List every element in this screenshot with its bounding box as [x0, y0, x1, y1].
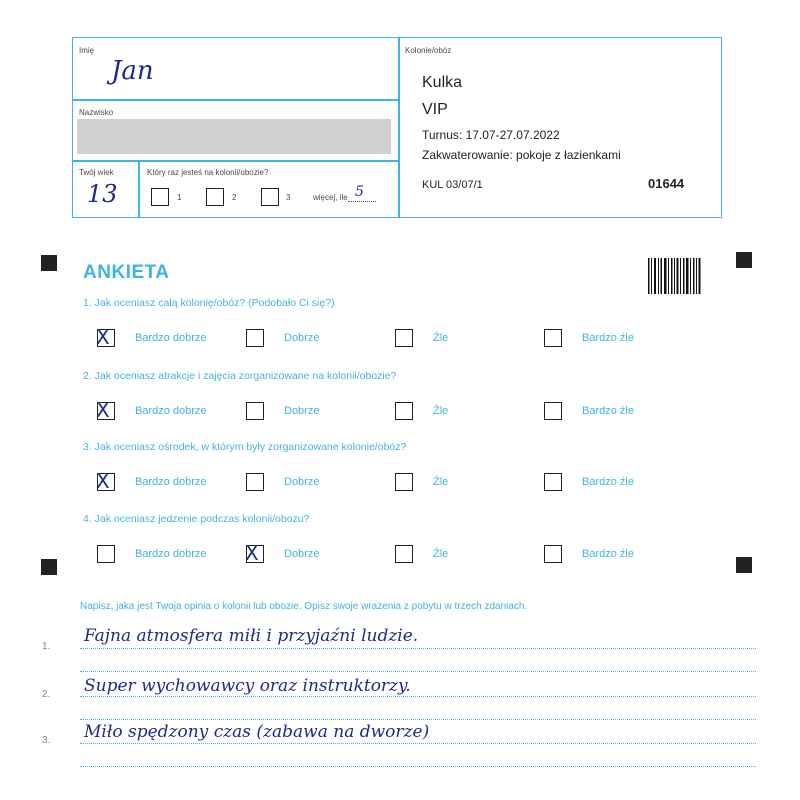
ktory-raz-label: Który raz jesteś na kolonii/obozie? — [147, 168, 269, 177]
check-mark: X — [96, 398, 110, 422]
answer-checkbox[interactable] — [96, 325, 115, 349]
opinion-number-2: 2. — [42, 689, 51, 700]
opinion-line-1[interactable]: Fajna atmosfera miłi i przyjaźni ludzie. — [84, 626, 419, 646]
answer-checkbox[interactable] — [96, 398, 115, 422]
opinion-line-3[interactable]: Miło spędzony czas (zabawa na dworze) — [84, 722, 430, 742]
kolonia-type: VIP — [422, 101, 448, 118]
answer-checkbox[interactable] — [544, 329, 562, 347]
answer-label: Źle — [433, 405, 449, 417]
wiecej-label: więcej, ile — [313, 193, 348, 202]
zakwaterowanie: Zakwaterowanie: pokoje z łazienkami — [422, 148, 621, 162]
answer-checkbox[interactable] — [395, 545, 413, 563]
answer-label: Dobrze — [284, 332, 320, 344]
answer-checkbox[interactable] — [544, 545, 562, 563]
ktory-raz-checkbox-2[interactable] — [206, 188, 224, 206]
kolonia-name: Kulka — [422, 74, 463, 91]
check-mark: X — [96, 469, 110, 493]
nazwisko-redacted — [77, 119, 391, 154]
registration-mark — [736, 252, 752, 268]
opinion-dotline — [80, 648, 756, 649]
opinion-dotline — [80, 696, 756, 697]
ktory-raz-checkbox-1[interactable] — [151, 188, 169, 206]
answer-label: Bardzo źle — [582, 548, 634, 560]
kolonia-code: KUL 03/07/1 — [422, 179, 483, 191]
answer-label: Bardzo źle — [582, 476, 634, 488]
answer-checkbox[interactable] — [246, 402, 264, 420]
ktory-raz-option-1: 1 — [177, 193, 182, 202]
header-divider — [73, 99, 398, 101]
answer-label: Bardzo źle — [582, 332, 634, 344]
answer-label: Źle — [433, 548, 449, 560]
header-divider — [138, 160, 140, 217]
answer-checkbox[interactable] — [246, 473, 264, 491]
ktory-raz-option-3: 3 — [286, 193, 291, 202]
registration-mark — [41, 255, 57, 271]
answer-checkbox[interactable] — [96, 469, 115, 493]
opinion-number-3: 3. — [42, 735, 51, 746]
answer-checkbox[interactable] — [395, 329, 413, 347]
form-number: 01644 — [648, 176, 685, 191]
wiecej-dots — [348, 201, 376, 202]
opinion-dotline — [80, 743, 756, 744]
nazwisko-label: Nazwisko — [79, 108, 114, 117]
answer-label: Dobrze — [284, 476, 320, 488]
imie-label: Imię — [79, 46, 95, 55]
wiek-field[interactable]: 13 — [87, 180, 118, 208]
wiek-label: Twój wiek — [79, 168, 114, 177]
answer-checkbox[interactable] — [246, 329, 264, 347]
kolonie-label: Kolonie/obóz — [405, 46, 452, 55]
turnus: Turnus: 17.07-27.07.2022 — [422, 128, 560, 142]
header-divider — [398, 38, 400, 217]
answer-label: Bardzo dobrze — [135, 548, 207, 560]
opinion-dotline — [80, 719, 756, 720]
answer-label: Bardzo źle — [582, 405, 634, 417]
opinion-dotline — [80, 766, 756, 767]
question-text: 1. Jak oceniasz całą kolonię/obóz? (Podobało Ci się?) — [83, 297, 335, 309]
opinion-dotline — [80, 671, 756, 672]
answer-label: Bardzo dobrze — [135, 476, 207, 488]
header-divider — [73, 160, 398, 162]
answer-checkbox[interactable] — [544, 402, 562, 420]
wiecej-field[interactable]: 5 — [355, 184, 364, 200]
opinion-number-1: 1. — [42, 641, 51, 652]
survey-title: ANKIETA — [83, 262, 170, 283]
answer-label: Dobrze — [284, 405, 320, 417]
answer-checkbox[interactable] — [395, 473, 413, 491]
check-mark: X — [96, 325, 110, 349]
answer-label: Bardzo dobrze — [135, 332, 207, 344]
ktory-raz-checkbox-3[interactable] — [261, 188, 279, 206]
registration-mark — [736, 557, 752, 573]
answer-label: Źle — [433, 332, 449, 344]
opinion-line-2[interactable]: Super wychowawcy oraz instruktorzy. — [84, 676, 411, 696]
imie-field[interactable]: Jan — [111, 56, 154, 86]
header-form — [72, 37, 722, 218]
answer-checkbox[interactable] — [395, 402, 413, 420]
answer-checkbox[interactable] — [544, 473, 562, 491]
answer-checkbox[interactable] — [97, 545, 115, 563]
answer-checkbox[interactable] — [245, 541, 264, 565]
question-text: 4. Jak oceniasz jedzenie podczas kolonii/obozu? — [83, 513, 310, 525]
registration-mark — [41, 559, 57, 575]
question-text: 3. Jak oceniasz ośrodek, w którym były zorganizowane kolonie/obóz? — [83, 441, 407, 453]
answer-label: Źle — [433, 476, 449, 488]
ktory-raz-option-2: 2 — [232, 193, 237, 202]
question-text: 2. Jak oceniasz atrakcje i zajęcia zorganizowane na kolonii/obozie? — [83, 370, 397, 382]
answer-label: Dobrze — [284, 548, 320, 560]
barcode — [648, 258, 702, 294]
opinion-prompt: Napisz, jaka jest Twoja opinia o kolonii lub obozie. Opisz swoje wrażenia z pobytu w trzech zdaniach. — [80, 601, 528, 612]
answer-label: Bardzo dobrze — [135, 405, 207, 417]
check-mark: X — [245, 541, 259, 565]
